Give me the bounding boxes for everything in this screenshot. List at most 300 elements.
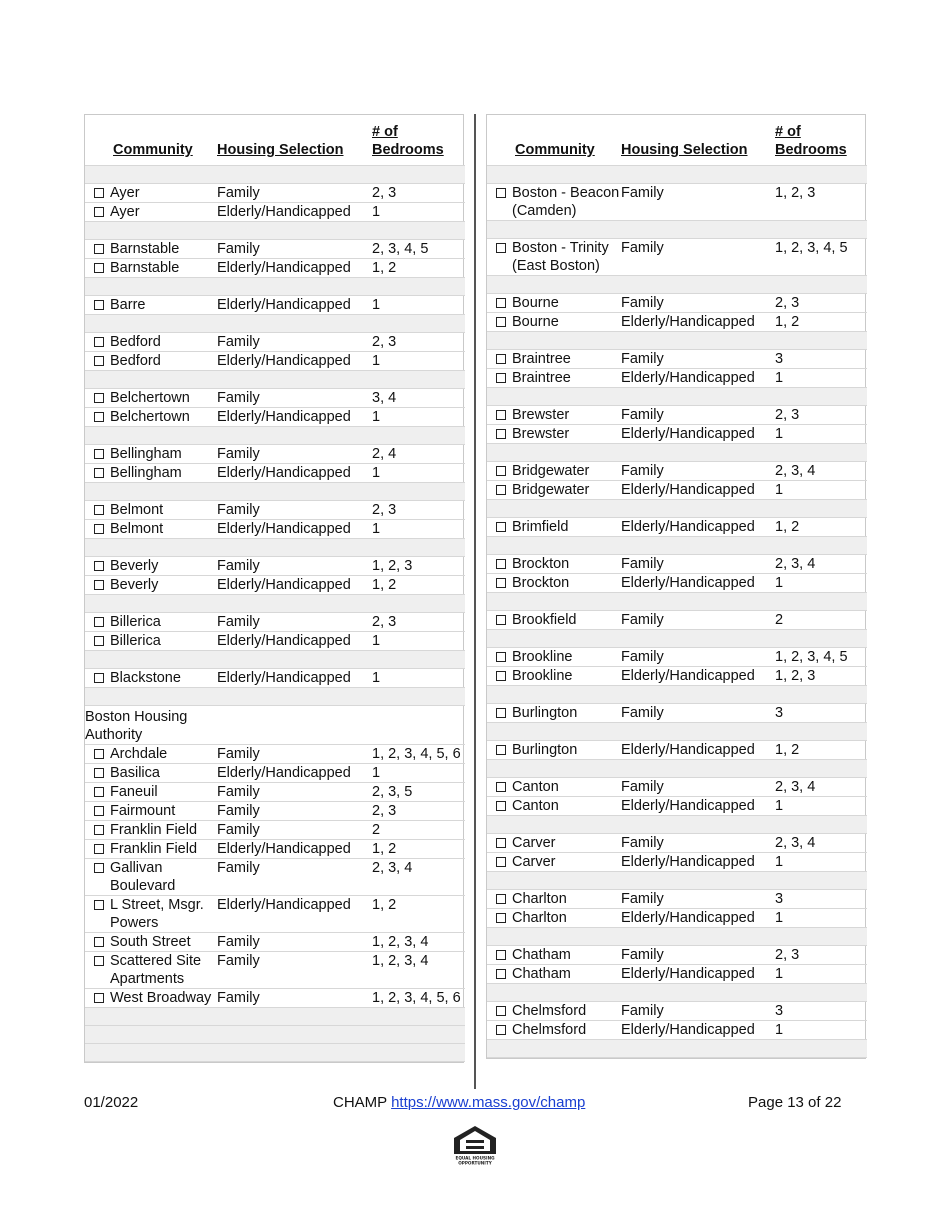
community-name: Chelmsford xyxy=(512,1022,587,1038)
table-row xyxy=(85,783,465,802)
selection-checkbox[interactable] xyxy=(496,522,506,532)
housing-selection: Family xyxy=(621,294,775,313)
selection-checkbox[interactable] xyxy=(94,300,104,310)
selection-checkbox[interactable] xyxy=(496,913,506,923)
table-row xyxy=(85,933,465,952)
table-row xyxy=(487,239,867,276)
table-row xyxy=(85,184,465,203)
table-spacer-row xyxy=(487,630,867,648)
table-row xyxy=(85,632,465,651)
table-spacer-row xyxy=(487,1040,867,1058)
selection-checkbox[interactable] xyxy=(94,505,104,515)
housing-selection: Family xyxy=(217,240,372,259)
housing-selection: Family xyxy=(217,745,372,764)
community-name: West Broadway xyxy=(110,990,212,1006)
selection-checkbox[interactable] xyxy=(94,337,104,347)
bedrooms: 1, 2, 3 xyxy=(775,184,867,221)
table-row xyxy=(85,352,465,371)
table-row xyxy=(85,859,465,896)
table-spacer-row xyxy=(487,500,867,518)
table-row xyxy=(85,408,465,427)
table-spacer-row xyxy=(85,1044,465,1062)
selection-checkbox[interactable] xyxy=(94,244,104,254)
bedrooms: 3 xyxy=(775,350,867,369)
bedrooms: 2, 3 xyxy=(372,184,465,203)
housing-selection: Elderly/Handicapped xyxy=(621,425,775,444)
bedrooms: 1 xyxy=(775,481,867,500)
housing-selection: Elderly/Handicapped xyxy=(621,741,775,760)
table-row xyxy=(487,294,867,313)
community-name: Bellingham xyxy=(110,446,182,462)
table-spacer-row xyxy=(487,444,867,462)
housing-selection: Family xyxy=(217,989,372,1008)
bedrooms: 2, 3 xyxy=(775,946,867,965)
community-name: Scattered Site Apartments xyxy=(110,953,202,987)
community-name: Franklin Field xyxy=(110,841,198,857)
bedrooms: 3 xyxy=(775,1002,867,1021)
community-name: Burlington xyxy=(512,742,578,758)
community-name: Basilica xyxy=(110,765,160,781)
selection-checkbox[interactable] xyxy=(496,243,506,253)
table-row xyxy=(487,890,867,909)
selection-checkbox[interactable] xyxy=(94,263,104,273)
bedrooms: 1 xyxy=(775,853,867,872)
housing-selection: Family xyxy=(217,613,372,632)
housing-selection: Family xyxy=(217,389,372,408)
table-spacer-row xyxy=(85,315,465,333)
bedrooms: 1, 2, 3 xyxy=(372,557,465,576)
bedrooms: 1 xyxy=(775,965,867,984)
housing-selection: Elderly/Handicapped xyxy=(621,481,775,500)
community-name: Barnstable xyxy=(110,260,180,276)
selection-checkbox[interactable] xyxy=(496,466,506,476)
housing-selection: Family xyxy=(621,648,775,667)
bedrooms: 1, 2, 3, 4, 5 xyxy=(775,239,867,276)
bedrooms: 2, 3, 4 xyxy=(775,778,867,797)
logo-text-line2: OPPORTUNITY xyxy=(458,1160,492,1166)
selection-checkbox[interactable] xyxy=(496,969,506,979)
community-name: Billerica xyxy=(110,633,161,649)
table-spacer-row xyxy=(487,816,867,834)
housing-selection: Family xyxy=(217,802,372,821)
community-name: Burlington xyxy=(512,705,578,721)
table-row xyxy=(487,481,867,500)
table-row xyxy=(487,778,867,797)
selection-checkbox[interactable] xyxy=(496,317,506,327)
col-header-bedrooms: # of Bedrooms xyxy=(372,124,444,158)
community-name: Ayer xyxy=(110,204,140,220)
housing-selection: Family xyxy=(217,952,372,989)
table-row xyxy=(85,896,465,933)
table-row xyxy=(85,557,465,576)
selection-checkbox[interactable] xyxy=(94,617,104,627)
selection-checkbox[interactable] xyxy=(94,673,104,683)
footer-page-number: Page 13 of 22 xyxy=(748,1094,842,1111)
community-name: Blackstone xyxy=(110,670,181,686)
community-name: Brewster xyxy=(512,426,570,442)
housing-selection: Family xyxy=(621,555,775,574)
bedrooms: 1 xyxy=(372,520,465,539)
table-row xyxy=(487,518,867,537)
table-section-row xyxy=(85,706,465,745)
table-row xyxy=(487,704,867,723)
selection-checkbox[interactable] xyxy=(496,410,506,420)
table-row xyxy=(487,350,867,369)
selection-checkbox[interactable] xyxy=(94,412,104,422)
bedrooms: 1 xyxy=(372,669,465,688)
selection-checkbox[interactable] xyxy=(496,373,506,383)
bedrooms: 2, 3 xyxy=(372,501,465,520)
housing-selection: Elderly/Handicapped xyxy=(217,520,372,539)
housing-selection: Elderly/Handicapped xyxy=(621,574,775,593)
housing-selection: Family xyxy=(217,821,372,840)
bedrooms: 1 xyxy=(775,909,867,928)
table-spacer-row xyxy=(487,686,867,704)
selection-checkbox[interactable] xyxy=(496,782,506,792)
bedrooms: 1, 2, 3 xyxy=(775,667,867,686)
housing-selection: Elderly/Handicapped xyxy=(621,1021,775,1040)
community-name: Brockton xyxy=(512,575,570,591)
bedrooms: 1 xyxy=(372,408,465,427)
table-row xyxy=(85,821,465,840)
selection-checkbox[interactable] xyxy=(496,894,506,904)
community-name: Billerica xyxy=(110,614,161,630)
table-row xyxy=(85,240,465,259)
col-header-housing-selection: Housing Selection xyxy=(621,142,748,158)
bedrooms: 1, 2 xyxy=(775,313,867,332)
bedrooms: 2, 3 xyxy=(372,613,465,632)
selection-checkbox[interactable] xyxy=(94,188,104,198)
bedrooms: 1, 2, 3, 4, 5 xyxy=(775,648,867,667)
selection-checkbox[interactable] xyxy=(496,615,506,625)
community-name: Bedford xyxy=(110,334,161,350)
table-row xyxy=(487,853,867,872)
community-name: Chatham xyxy=(512,966,571,982)
table-row xyxy=(487,369,867,388)
table-row xyxy=(85,840,465,859)
table-row xyxy=(487,313,867,332)
table-spacer-row xyxy=(487,928,867,946)
table-row xyxy=(487,574,867,593)
bedrooms: 2, 3, 4 xyxy=(372,859,465,896)
bedrooms: 1 xyxy=(372,464,465,483)
bedrooms: 1, 2, 3, 4 xyxy=(372,933,465,952)
left-table xyxy=(85,115,465,1062)
bedrooms: 1, 2 xyxy=(775,518,867,537)
community-name: Ayer xyxy=(110,185,140,201)
bedrooms: 1 xyxy=(372,203,465,222)
housing-selection: Family xyxy=(621,834,775,853)
bedrooms: 2, 3, 4, 5 xyxy=(372,240,465,259)
selection-checkbox[interactable] xyxy=(496,429,506,439)
housing-selection: Elderly/Handicapped xyxy=(621,797,775,816)
selection-checkbox[interactable] xyxy=(496,801,506,811)
housing-selection: Elderly/Handicapped xyxy=(621,369,775,388)
table-spacer-row xyxy=(85,483,465,501)
table-row xyxy=(85,389,465,408)
housing-selection: Elderly/Handicapped xyxy=(217,464,372,483)
table-row xyxy=(487,909,867,928)
community-name: L Street, Msgr. Powers xyxy=(110,897,204,931)
community-name: Barnstable xyxy=(110,241,180,257)
community-name: Brewster xyxy=(512,407,570,423)
housing-selection: Family xyxy=(621,946,775,965)
housing-selection: Elderly/Handicapped xyxy=(217,408,372,427)
table-row xyxy=(85,464,465,483)
selection-checkbox[interactable] xyxy=(94,356,104,366)
housing-selection: Family xyxy=(621,1002,775,1021)
selection-checkbox[interactable] xyxy=(496,298,506,308)
housing-selection: Elderly/Handicapped xyxy=(621,965,775,984)
selection-checkbox[interactable] xyxy=(496,578,506,588)
selection-checkbox[interactable] xyxy=(94,393,104,403)
selection-checkbox[interactable] xyxy=(496,1006,506,1016)
housing-selection: Elderly/Handicapped xyxy=(217,896,372,933)
table-row xyxy=(85,576,465,595)
selection-checkbox[interactable] xyxy=(496,559,506,569)
housing-selection: Elderly/Handicapped xyxy=(217,352,372,371)
selection-checkbox[interactable] xyxy=(496,485,506,495)
table-row xyxy=(487,797,867,816)
table-spacer-row xyxy=(487,388,867,406)
community-name: Bridgewater xyxy=(512,482,590,498)
bedrooms: 1 xyxy=(775,797,867,816)
housing-selection: Elderly/Handicapped xyxy=(217,576,372,595)
housing-selection: Family xyxy=(621,239,775,276)
bedrooms: 1 xyxy=(775,574,867,593)
table-spacer-row xyxy=(487,166,867,184)
housing-selection: Family xyxy=(621,406,775,425)
table-spacer-row xyxy=(85,651,465,669)
selection-checkbox[interactable] xyxy=(94,844,104,854)
table-row xyxy=(487,1002,867,1021)
housing-selection: Family xyxy=(217,783,372,802)
community-name: Brookfield xyxy=(512,612,577,628)
table-spacer-row xyxy=(85,371,465,389)
table-row xyxy=(487,834,867,853)
table-spacer-row xyxy=(487,332,867,350)
selection-checkbox[interactable] xyxy=(496,671,506,681)
housing-selection: Elderly/Handicapped xyxy=(217,203,372,222)
housing-selection: Elderly/Handicapped xyxy=(217,840,372,859)
community-name: Belchertown xyxy=(110,409,190,425)
community-name: Boston - Trinity (East Boston) xyxy=(512,240,609,274)
table-row xyxy=(487,425,867,444)
selection-checkbox[interactable] xyxy=(496,857,506,867)
community-name: Beverly xyxy=(110,577,159,593)
selection-checkbox[interactable] xyxy=(496,188,506,198)
table-spacer-row xyxy=(85,278,465,296)
bedrooms: 1 xyxy=(372,296,465,315)
col-header-housing-selection: Housing Selection xyxy=(217,142,344,158)
left-table-panel xyxy=(84,114,464,1063)
community-name: Bourne xyxy=(512,314,559,330)
housing-selection: Family xyxy=(217,501,372,520)
housing-selection: Elderly/Handicapped xyxy=(217,259,372,278)
table-row xyxy=(487,611,867,630)
selection-checkbox[interactable] xyxy=(496,708,506,718)
table-spacer-row xyxy=(487,872,867,890)
bedrooms: 1 xyxy=(372,764,465,783)
selection-checkbox[interactable] xyxy=(496,652,506,662)
selection-checkbox[interactable] xyxy=(94,806,104,816)
table-row xyxy=(85,745,465,764)
table-row xyxy=(487,946,867,965)
community-name: Archdale xyxy=(110,746,168,762)
community-name: Carver xyxy=(512,854,556,870)
table-row xyxy=(487,1021,867,1040)
table-row xyxy=(85,613,465,632)
housing-selection: Elderly/Handicapped xyxy=(217,632,372,651)
table-spacer-row xyxy=(487,723,867,741)
selection-checkbox[interactable] xyxy=(94,449,104,459)
selection-checkbox[interactable] xyxy=(94,636,104,646)
col-header-bedrooms: # of Bedrooms xyxy=(775,124,847,158)
housing-selection: Family xyxy=(621,350,775,369)
community-name: Barre xyxy=(110,297,146,313)
community-name: Charlton xyxy=(512,910,567,926)
community-name: Belmont xyxy=(110,521,164,537)
selection-checkbox[interactable] xyxy=(94,937,104,947)
community-name: Bedford xyxy=(110,353,161,369)
table-spacer-row xyxy=(85,595,465,613)
table-spacer-row xyxy=(487,537,867,555)
housing-selection: Family xyxy=(217,445,372,464)
housing-selection: Elderly/Handicapped xyxy=(217,669,372,688)
housing-selection: Family xyxy=(217,557,372,576)
selection-checkbox[interactable] xyxy=(94,993,104,1003)
housing-selection: Elderly/Handicapped xyxy=(217,764,372,783)
selection-checkbox[interactable] xyxy=(94,863,104,873)
community-name: Chelmsford xyxy=(512,1003,587,1019)
selection-checkbox[interactable] xyxy=(496,1025,506,1035)
bedrooms: 1 xyxy=(775,369,867,388)
selection-checkbox[interactable] xyxy=(94,768,104,778)
bedrooms: 2, 3 xyxy=(775,406,867,425)
bedrooms: 3 xyxy=(775,704,867,723)
table-row xyxy=(487,965,867,984)
selection-checkbox[interactable] xyxy=(94,900,104,910)
selection-checkbox[interactable] xyxy=(94,749,104,759)
housing-selection: Family xyxy=(217,859,372,896)
table-row xyxy=(85,669,465,688)
community-name: Brookline xyxy=(512,668,573,684)
community-name: Chatham xyxy=(512,947,571,963)
bedrooms: 2, 3, 5 xyxy=(372,783,465,802)
bedrooms: 2, 3, 4 xyxy=(775,462,867,481)
table-spacer-row xyxy=(487,593,867,611)
bedrooms: 1, 2, 3, 4, 5, 6 xyxy=(372,745,465,764)
bedrooms: 2, 3 xyxy=(372,802,465,821)
table-row xyxy=(487,184,867,221)
bedrooms: 1 xyxy=(372,352,465,371)
bedrooms: 1 xyxy=(775,1021,867,1040)
selection-checkbox[interactable] xyxy=(94,468,104,478)
champ-link[interactable]: https://www.mass.gov/champ xyxy=(391,1094,586,1111)
table-spacer-row xyxy=(85,1026,465,1044)
housing-selection: Elderly/Handicapped xyxy=(621,667,775,686)
table-row xyxy=(487,555,867,574)
bedrooms: 3 xyxy=(775,890,867,909)
bedrooms: 2, 3, 4 xyxy=(775,834,867,853)
housing-selection: Family xyxy=(621,611,775,630)
bedrooms: 1, 2, 3, 4, 5, 6 xyxy=(372,989,465,1008)
community-name: Beverly xyxy=(110,558,159,574)
table-row xyxy=(85,501,465,520)
selection-checkbox[interactable] xyxy=(94,825,104,835)
community-name: Brimfield xyxy=(512,519,569,535)
community-name: Brookline xyxy=(512,649,573,665)
section-label: Boston Housing Authority xyxy=(85,709,188,743)
community-name: Gallivan Boulevard xyxy=(110,860,176,894)
bedrooms: 1, 2 xyxy=(372,840,465,859)
right-table-panel xyxy=(486,114,866,1059)
selection-checkbox[interactable] xyxy=(94,524,104,534)
selection-checkbox[interactable] xyxy=(94,580,104,590)
selection-checkbox[interactable] xyxy=(496,838,506,848)
table-row xyxy=(85,445,465,464)
community-name: Carver xyxy=(512,835,556,851)
housing-selection: Elderly/Handicapped xyxy=(217,296,372,315)
column-divider xyxy=(474,114,476,1089)
table-row xyxy=(85,989,465,1008)
table-row xyxy=(487,648,867,667)
housing-selection: Family xyxy=(217,184,372,203)
community-name: Boston - Beacon (Camden) xyxy=(512,185,620,219)
equal-housing-opportunity-logo xyxy=(450,1124,500,1166)
housing-selection: Elderly/Handicapped xyxy=(621,853,775,872)
table-row xyxy=(85,203,465,222)
table-row xyxy=(487,462,867,481)
selection-checkbox[interactable] xyxy=(94,787,104,797)
bedrooms: 2 xyxy=(775,611,867,630)
table-row xyxy=(85,764,465,783)
housing-selection: Elderly/Handicapped xyxy=(621,313,775,332)
community-name: Charlton xyxy=(512,891,567,907)
table-row xyxy=(487,667,867,686)
right-table xyxy=(487,115,867,1058)
bedrooms: 2 xyxy=(372,821,465,840)
selection-checkbox[interactable] xyxy=(496,950,506,960)
community-name: Bellingham xyxy=(110,465,182,481)
selection-checkbox[interactable] xyxy=(496,354,506,364)
table-row xyxy=(85,333,465,352)
table-spacer-row xyxy=(487,984,867,1002)
footer-program xyxy=(333,1094,585,1111)
table-spacer-row xyxy=(85,427,465,445)
table-spacer-row xyxy=(85,222,465,240)
selection-checkbox[interactable] xyxy=(94,207,104,217)
logo-text-line1: EQUAL HOUSING xyxy=(455,1155,495,1161)
table-spacer-row xyxy=(487,221,867,239)
table-spacer-row xyxy=(85,688,465,706)
community-name: Canton xyxy=(512,798,559,814)
selection-checkbox[interactable] xyxy=(94,956,104,966)
bedrooms: 1, 2 xyxy=(775,741,867,760)
community-name: Belchertown xyxy=(110,390,190,406)
col-header-community: Community xyxy=(113,142,193,158)
selection-checkbox[interactable] xyxy=(496,745,506,755)
community-name: Braintree xyxy=(512,351,571,367)
table-spacer-row xyxy=(487,760,867,778)
selection-checkbox[interactable] xyxy=(94,561,104,571)
bedrooms: 2, 4 xyxy=(372,445,465,464)
community-name: South Street xyxy=(110,934,191,950)
bedrooms: 1 xyxy=(775,425,867,444)
table-row xyxy=(85,952,465,989)
housing-selection: Elderly/Handicapped xyxy=(621,518,775,537)
community-name: Braintree xyxy=(512,370,571,386)
